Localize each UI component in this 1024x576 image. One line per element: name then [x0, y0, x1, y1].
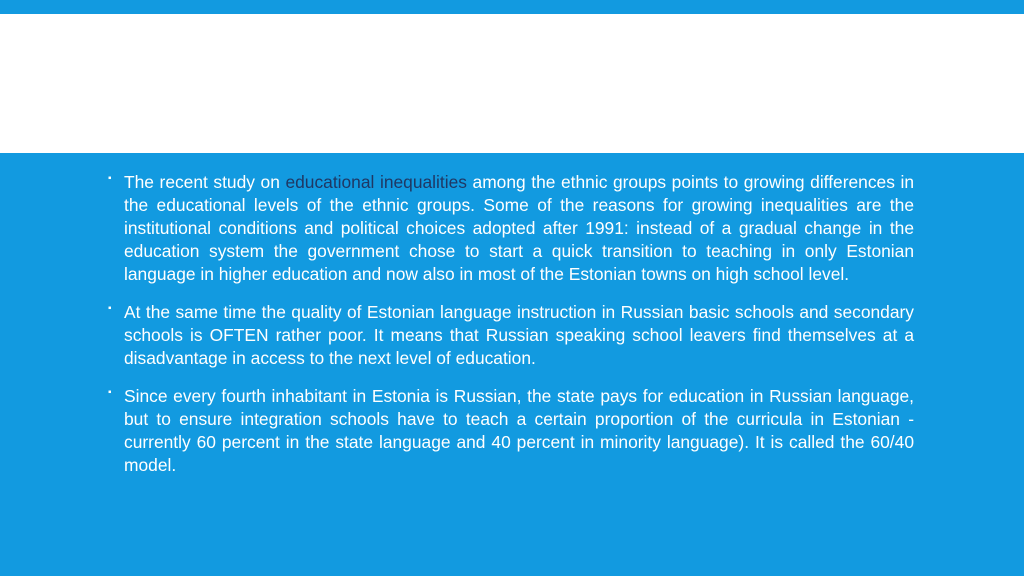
bullet-1-text-start: The recent study on: [124, 172, 286, 192]
bullet-item-3: [106, 385, 914, 477]
bullet-2-text: At the same time the quality of Estonian language instruction in Russian basic schools and secondary schools is OFTEN rather poor. It means that Russian speaking school leavers find themselves at a disadvantage in access to the next level of education.: [124, 302, 914, 368]
bullet-square-icon: ▪: [108, 387, 112, 398]
bullet-list: [106, 171, 914, 477]
educational-inequalities-link[interactable]: educational inequalities: [285, 172, 467, 192]
bullet-item-2: [106, 301, 914, 370]
bullet-square-icon: ▪: [108, 303, 112, 314]
top-accent-bar: [0, 0, 1024, 14]
title-area: [0, 14, 1024, 153]
bullet-1-text-end: among the ethnic groups points to growing differences in the educational levels of the ethnic groups. Some of the reasons for growing inequalities are the institutional conditions and political choices adopted after 1991: instead of a gradual change in the education system the government chose to start a quick transition to teaching in only Estonian language in higher education and now also in most of the Estonian towns on high school level.: [124, 172, 914, 284]
bullet-3-text: Since every fourth inhabitant in Estonia is Russian, the state pays for education in Russian language, but to ensure integration schools have to teach a certain proportion of the curricula in Estonian - currently 60 percent in the state language and 40 percent in minority language). It is called the 60/40 model.: [124, 386, 914, 475]
bullet-item-1: [106, 171, 914, 286]
bullet-square-icon: ▪: [108, 173, 112, 184]
